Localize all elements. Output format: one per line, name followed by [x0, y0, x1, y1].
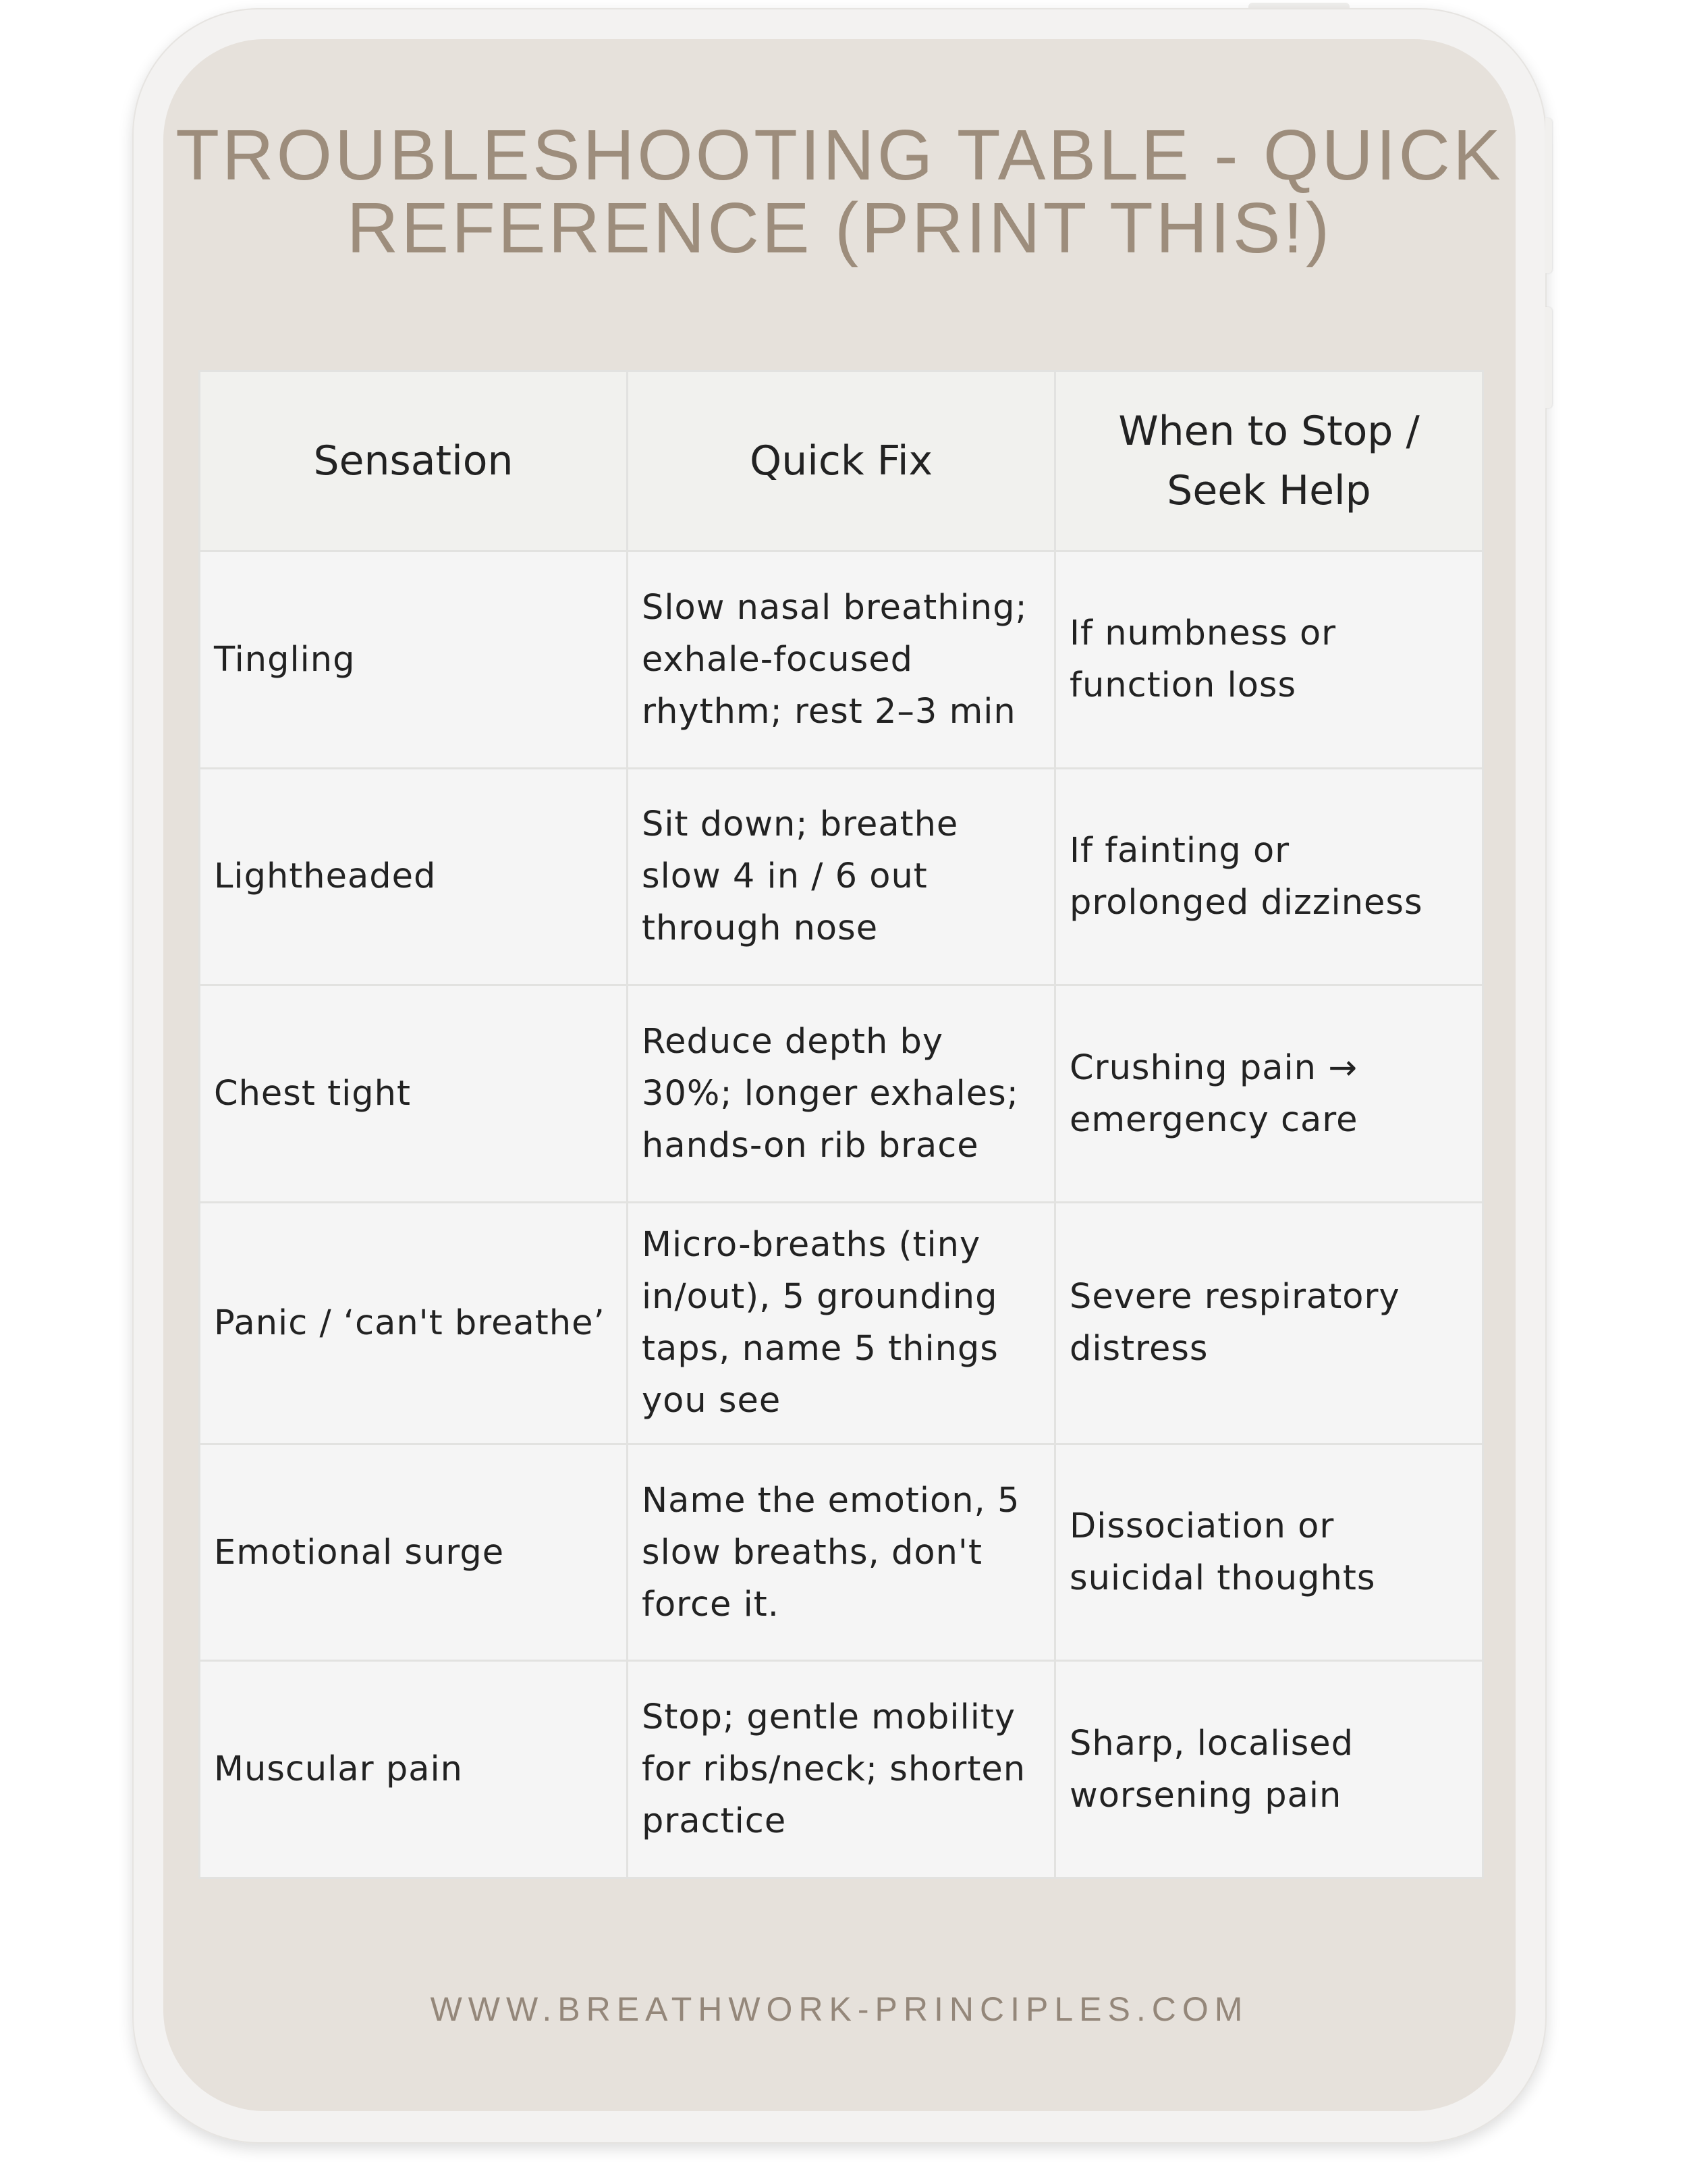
header-when-to-stop: When to Stop / Seek Help: [1055, 371, 1483, 551]
website-url: WWW.BREATHWORK-PRINCIPLES.COM: [430, 1990, 1249, 2028]
when-to-stop-cell: Dissociation or suicidal thoughts: [1055, 1444, 1483, 1661]
page-title: [163, 115, 1516, 268]
header-quick-fix: Quick Fix: [628, 371, 1055, 551]
table-row: [200, 768, 1483, 985]
tablet-screen: [163, 39, 1516, 2111]
header-sensation: Sensation: [200, 371, 628, 551]
table-row: [200, 985, 1483, 1203]
sensation-cell: Tingling: [200, 551, 628, 769]
when-to-stop-cell: Sharp, localised worsening pain: [1055, 1661, 1483, 1878]
page-title-line-1: TROUBLESHOOTING TABLE - QUICK: [175, 115, 1503, 195]
quick-fix-cell: Stop; gentle mobility for ribs/neck; shorten practice: [628, 1661, 1055, 1878]
troubleshooting-table: [198, 370, 1484, 1879]
quick-fix-cell: Micro-breaths (tiny in/out), 5 grounding taps, name 5 things you see: [628, 1202, 1055, 1444]
sensation-cell: Muscular pain: [200, 1661, 628, 1878]
table-header-row: [200, 371, 1483, 551]
table-row: [200, 1661, 1483, 1878]
page-title-line-2: REFERENCE (PRINT THIS!): [346, 188, 1333, 268]
table-row: [200, 1444, 1483, 1661]
sensation-cell: Lightheaded: [200, 768, 628, 985]
device-side-button: [1545, 307, 1552, 408]
sensation-cell: Panic / ‘can't breathe’: [200, 1202, 628, 1444]
when-to-stop-cell: If numbness or function loss: [1055, 551, 1483, 769]
quick-fix-cell: Reduce depth by 30%; longer exhales; hands-on rib brace: [628, 985, 1055, 1203]
device-side-button: [1545, 118, 1552, 273]
sensation-cell: Emotional surge: [200, 1444, 628, 1661]
quick-fix-cell: Name the emotion, 5 slow breaths, don't force it.: [628, 1444, 1055, 1661]
sensation-cell: Chest tight: [200, 985, 628, 1203]
quick-fix-cell: Slow nasal breathing; exhale-focused rhythm; rest 2–3 min: [628, 551, 1055, 769]
quick-fix-cell: Sit down; breathe slow 4 in / 6 out through nose: [628, 768, 1055, 985]
when-to-stop-cell: Severe respiratory distress: [1055, 1202, 1483, 1444]
when-to-stop-cell: Crushing pain → emergency care: [1055, 985, 1483, 1203]
when-to-stop-cell: If fainting or prolonged dizziness: [1055, 768, 1483, 985]
table-row: [200, 551, 1483, 769]
table-row: [200, 1202, 1483, 1444]
